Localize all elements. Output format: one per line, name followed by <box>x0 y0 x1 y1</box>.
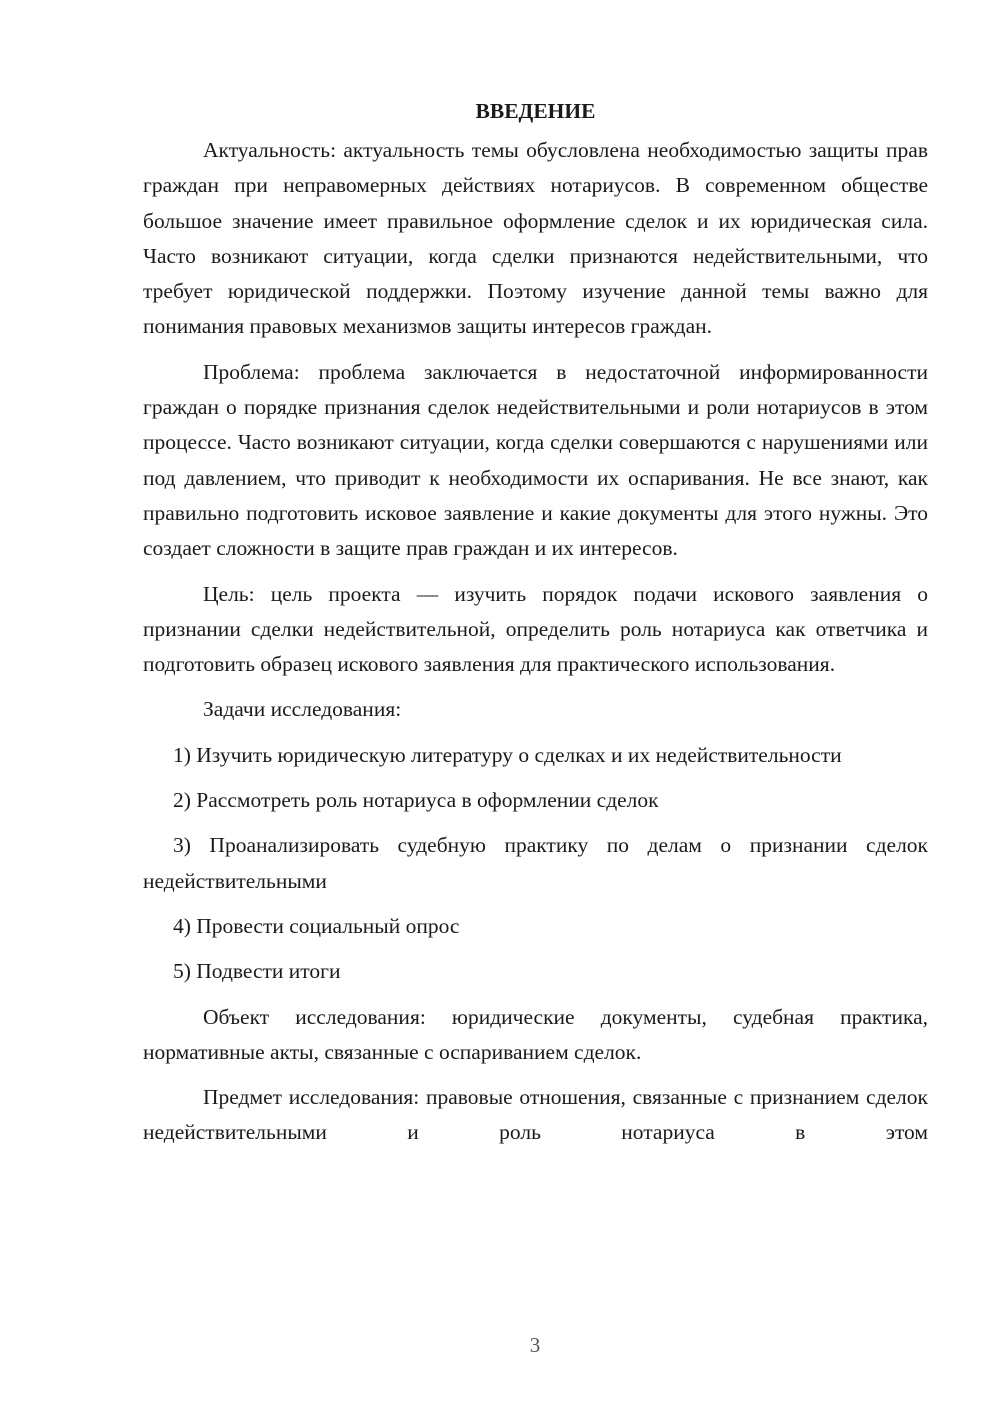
section-heading: ВВЕДЕНИЕ <box>475 99 596 123</box>
page-content <box>143 96 928 1161</box>
relevance-paragraph: Актуальность: актуальность темы обусловлена необходимостью защиты прав граждан при неправомерных действиях нотариусов. В современном обществе большое значение имеет правильное оформление сделок и их юридическая сила. Часто возникают ситуации, когда сделки признаются недействительными, что требует юридической поддержки. Поэтому изучение данной темы важно для понимания правовых механизмов защиты интересов граждан. <box>143 138 928 339</box>
task-item-1: 1) Изучить юридическую литературу о сделках и их недействительности <box>173 742 842 767</box>
object-paragraph: Объект исследования: юридические документы, судебная практика, нормативные акты, связанные с оспариванием сделок. <box>143 1004 928 1064</box>
page-number: 3 <box>529 1333 541 1357</box>
subject-paragraph: Предмет исследования: правовые отношения, связанные с признанием сделок недействительными и роль нотариуса в этом <box>143 1085 928 1145</box>
task-item-3: 3) Проанализировать судебную практику по делам о признании сделок недействительными <box>143 833 928 893</box>
task-item-5: 5) Подвести итоги <box>173 959 341 984</box>
goal-paragraph: Цель: цель проекта — изучить порядок подачи искового заявления о признании сделки недействительной, определить роль нотариуса как ответчика и подготовить образец искового заявления для практического использования. <box>143 581 928 677</box>
tasks-title: Задачи исследования: <box>203 697 402 722</box>
problem-paragraph: Проблема: проблема заключается в недостаточной информированности граждан о порядке признания сделок недействительными и роли нотариусов в этом процессе. Часто возникают ситуации, когда сделки совершаются с нарушениями или под давлением, что приводит к необходимости их оспаривания. Не все знают, как правильно подготовить исковое заявление и какие документы для этого нужны. Это создает сложности в защите прав граждан и их интересов. <box>143 359 928 561</box>
task-item-2: 2) Рассмотреть роль нотариуса в оформлении сделок <box>173 788 659 813</box>
task-item-4: 4) Провести социальный опрос <box>173 913 460 938</box>
